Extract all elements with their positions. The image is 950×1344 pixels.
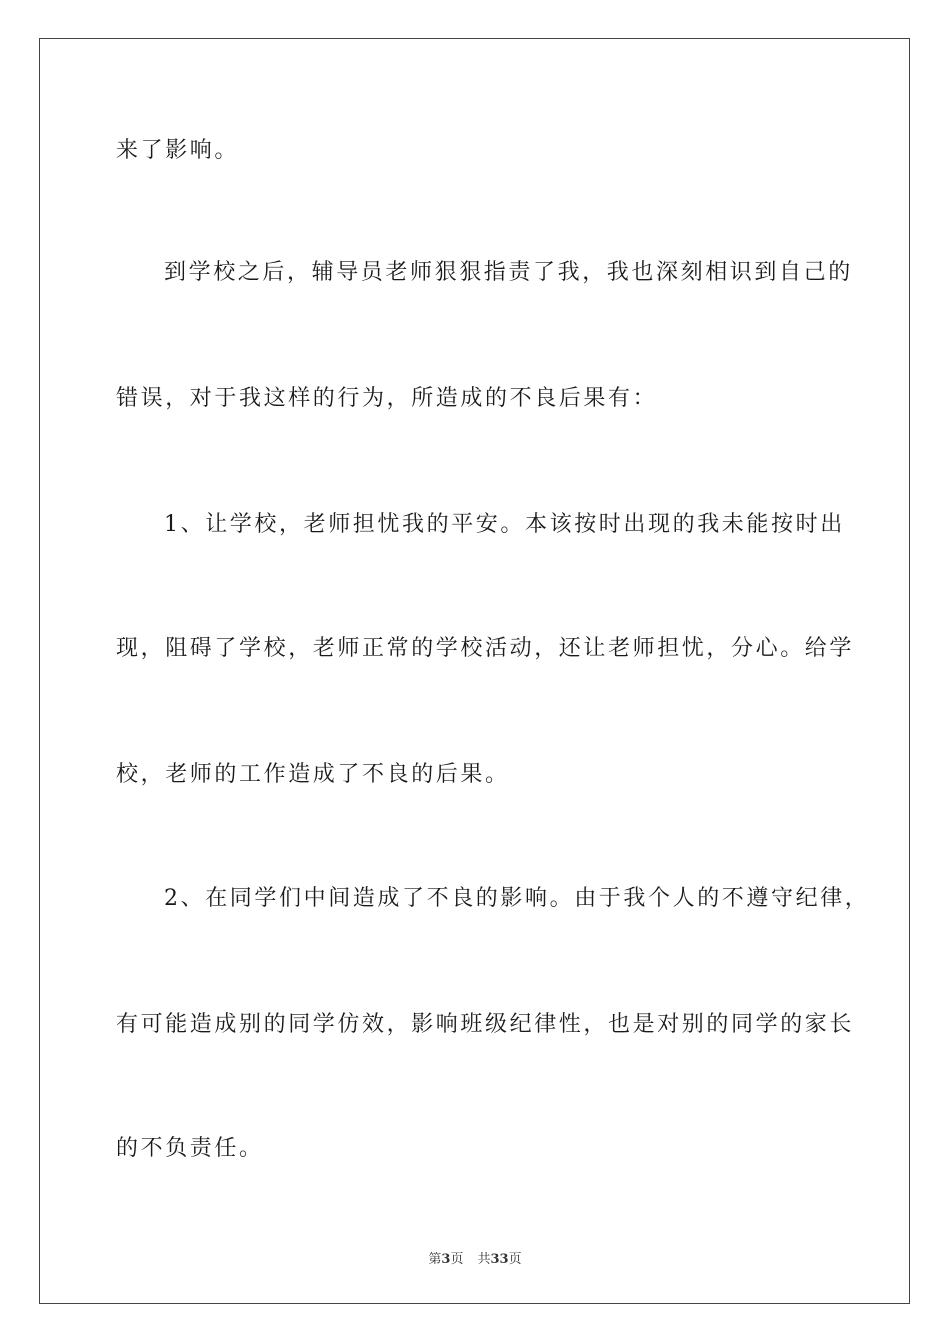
- body-line-2: 到学校之后，辅导员老师狠狠指责了我，我也深刻相识到自己的: [164, 260, 853, 285]
- footer-total-suffix: 页: [508, 1252, 522, 1267]
- body-line-8: 有可能造成别的同学仿效，影响班级纪律性，也是对别的同学的家长: [116, 1012, 855, 1037]
- body-line-7: 2、在同学们中间造成了不良的影响。由于我个人的不遵守纪律，: [164, 886, 870, 911]
- page-border: [39, 38, 910, 1304]
- footer-page-suffix: 页: [450, 1252, 464, 1267]
- footer-page-prefix: 第: [428, 1252, 442, 1267]
- body-line-4: 1、让学校，老师担忧我的平安。本该按时出现的我未能按时出: [164, 512, 845, 537]
- body-line-1: 来了影响。: [116, 138, 240, 163]
- footer-page-number: 3: [441, 1252, 451, 1267]
- footer-total-prefix: 共: [477, 1252, 491, 1267]
- body-line-5: 现，阻碍了学校，老师正常的学校活动，还让老师担忧，分心。给学: [116, 636, 855, 661]
- page-footer: [0, 1248, 950, 1267]
- body-line-6: 校，老师的工作造成了不良的后果。: [116, 762, 510, 787]
- footer-total-number: 33: [490, 1252, 509, 1267]
- body-line-9: 的不负责任。: [116, 1136, 264, 1161]
- body-line-3: 错误，对于我这样的行为，所造成的不良后果有：: [116, 386, 658, 411]
